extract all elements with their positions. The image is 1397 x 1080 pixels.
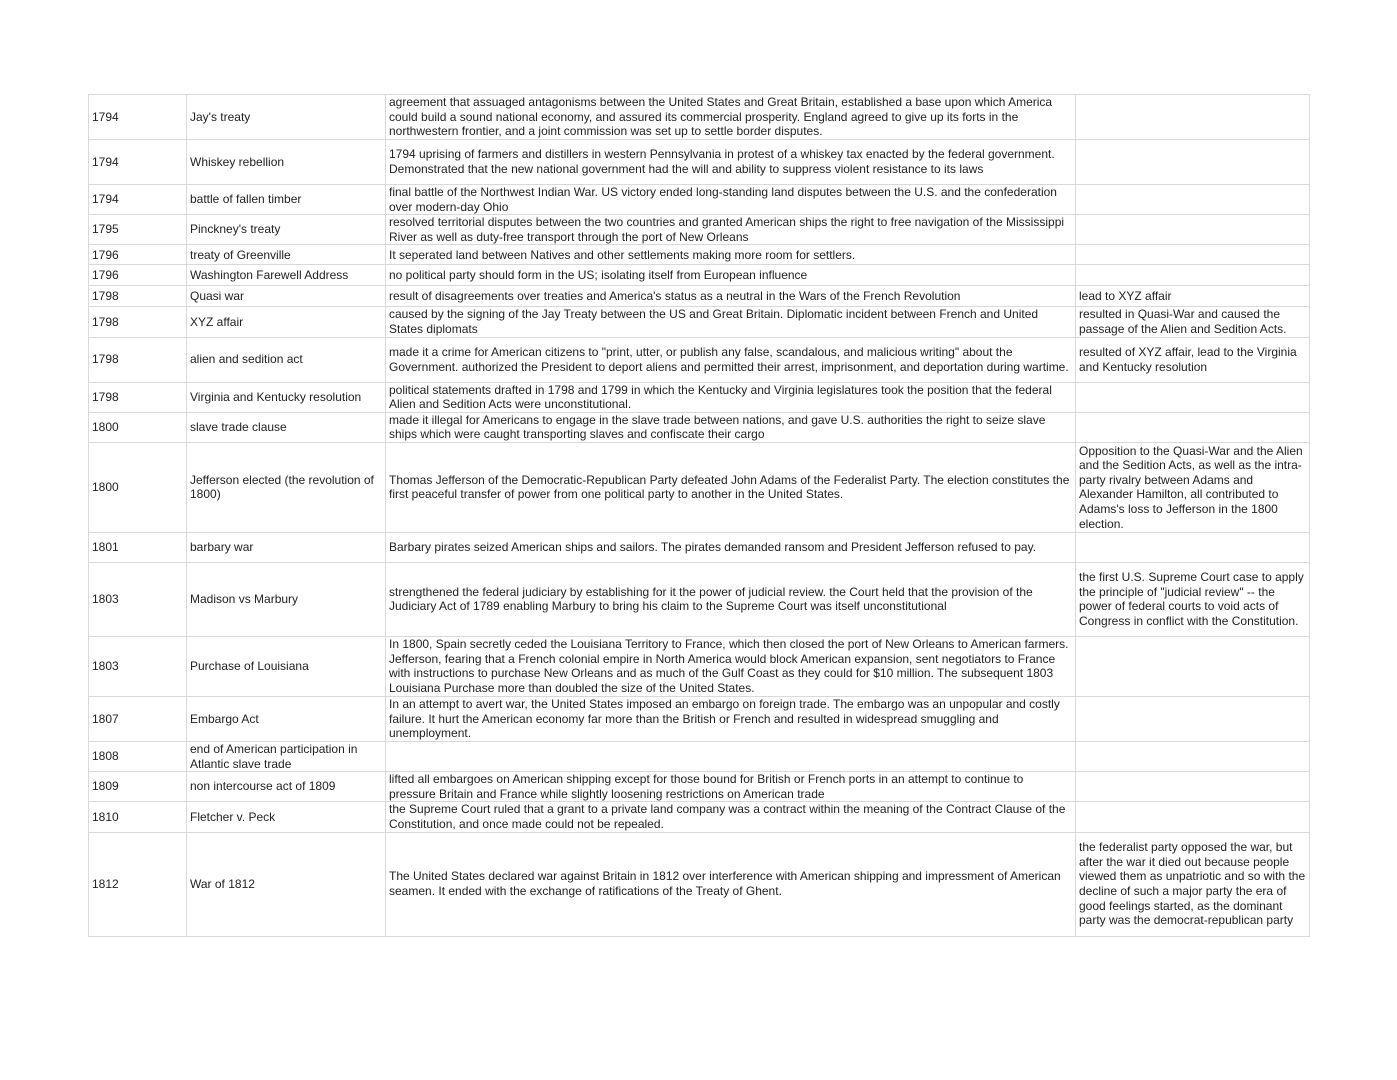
year-cell: 1800	[89, 412, 187, 442]
year-cell: 1812	[89, 832, 187, 936]
table-row	[89, 95, 1310, 140]
event-cell: Madison vs Marbury	[187, 562, 386, 636]
year-cell: 1795	[89, 215, 187, 245]
description-cell: In 1800, Spain secretly ceded the Louisiana Territory to France, which then closed the port of New Orleans to American farmers. Jefferson, fearing that a French colonial empire in North America would block American expansion, sent negotiators to France with instructions to purchase New Orleans and as much of the Gulf Coast as they could for $10 million. The subsequent 1803 Louisiana Purchase more than doubled the size of the United States.	[386, 636, 1076, 696]
description-cell: The United States declared war against Britain in 1812 over interference with American shipping and impressment of American seamen. It ended with the exchange of ratifications of the Treaty of Ghent.	[386, 832, 1076, 936]
table-row	[89, 337, 1310, 382]
table-row	[89, 382, 1310, 412]
table-row	[89, 532, 1310, 562]
table-row	[89, 442, 1310, 532]
year-cell: 1801	[89, 532, 187, 562]
event-cell: XYZ affair	[187, 307, 386, 337]
event-cell: treaty of Greenville	[187, 245, 386, 265]
description-cell: 1794 uprising of farmers and distillers in western Pennsylvania in protest of a whiskey tax enacted by the federal government. Demonstrated that the new national government had the will and ability to suppress violent resistance to its laws	[386, 140, 1076, 185]
description-cell: final battle of the Northwest Indian War. US victory ended long-standing land disputes between the U.S. and the confederation over modern-day Ohio	[386, 185, 1076, 215]
year-cell: 1800	[89, 442, 187, 532]
year-cell: 1803	[89, 562, 187, 636]
notes-cell	[1076, 802, 1310, 832]
table-row	[89, 245, 1310, 265]
event-cell: War of 1812	[187, 832, 386, 936]
event-cell: end of American participation in Atlantic slave trade	[187, 741, 386, 771]
event-cell: Embargo Act	[187, 696, 386, 741]
description-cell: caused by the signing of the Jay Treaty between the US and Great Britain. Diplomatic incident between French and United States diplomats	[386, 307, 1076, 337]
event-cell: non intercourse act of 1809	[187, 772, 386, 802]
event-cell: Washington Farewell Address	[187, 265, 386, 286]
year-cell: 1810	[89, 802, 187, 832]
notes-cell: lead to XYZ affair	[1076, 286, 1310, 307]
year-cell: 1798	[89, 307, 187, 337]
table-row	[89, 832, 1310, 936]
description-cell: result of disagreements over treaties and America's status as a neutral in the Wars of the French Revolution	[386, 286, 1076, 307]
table-row	[89, 215, 1310, 245]
description-cell: resolved territorial disputes between the two countries and granted American ships the right to free navigation of the Mississippi River as well as duty-free transport through the port of New Orleans	[386, 215, 1076, 245]
notes-cell	[1076, 382, 1310, 412]
notes-cell: the first U.S. Supreme Court case to apply the principle of "judicial review" -- the power of federal courts to void acts of Congress in conflict with the Constitution.	[1076, 562, 1310, 636]
notes-cell	[1076, 95, 1310, 140]
table-row	[89, 307, 1310, 337]
description-cell: lifted all embargoes on American shipping except for those bound for British or French ports in an attempt to continue to pressure Britain and France while slightly loosening restrictions on American trade	[386, 772, 1076, 802]
description-cell: Thomas Jefferson of the Democratic-Republican Party defeated John Adams of the Federalist Party. The election constitutes the first peaceful transfer of power from one political party to another in the United States.	[386, 442, 1076, 532]
year-cell: 1794	[89, 140, 187, 185]
description-cell: made it a crime for American citizens to "print, utter, or publish any false, scandalous, and malicious writing" about the Government. authorized the President to deport aliens and permitted their arrest, imprisonment, and deportation during wartime.	[386, 337, 1076, 382]
description-cell: In an attempt to avert war, the United States imposed an embargo on foreign trade. The embargo was an unpopular and costly failure. It hurt the American economy far more than the British or French and resulted in widespread smuggling and unemployment.	[386, 696, 1076, 741]
event-cell: alien and sedition act	[187, 337, 386, 382]
notes-cell	[1076, 412, 1310, 442]
table-row	[89, 802, 1310, 832]
table-row	[89, 636, 1310, 696]
event-cell: Whiskey rebellion	[187, 140, 386, 185]
description-cell: It seperated land between Natives and other settlements making more room for settlers.	[386, 245, 1076, 265]
description-cell	[386, 741, 1076, 771]
event-cell: Jay's treaty	[187, 95, 386, 140]
year-cell: 1796	[89, 265, 187, 286]
notes-cell: the federalist party opposed the war, but after the war it died out because people viewed them as unpatriotic and so with the decline of such a major party the era of good feelings started, as the dominant party was the democrat-republican party	[1076, 832, 1310, 936]
table-row	[89, 265, 1310, 286]
notes-cell	[1076, 245, 1310, 265]
notes-cell	[1076, 741, 1310, 771]
description-cell: no political party should form in the US; isolating itself from European influence	[386, 265, 1076, 286]
year-cell: 1798	[89, 286, 187, 307]
notes-cell	[1076, 265, 1310, 286]
event-cell: Jefferson elected (the revolution of 1800)	[187, 442, 386, 532]
description-cell: the Supreme Court ruled that a grant to a private land company was a contract within the meaning of the Contract Clause of the Constitution, and once made could not be repealed.	[386, 802, 1076, 832]
notes-cell: resulted in Quasi-War and caused the passage of the Alien and Sedition Acts.	[1076, 307, 1310, 337]
notes-cell: resulted of XYZ affair, lead to the Virginia and Kentucky resolution	[1076, 337, 1310, 382]
event-cell: Virginia and Kentucky resolution	[187, 382, 386, 412]
timeline-table	[88, 94, 1310, 937]
description-cell: made it illegal for Americans to engage in the slave trade between nations, and gave U.S. authorities the right to seize slave ships which were caught transporting slaves and confiscate their cargo	[386, 412, 1076, 442]
description-cell: strengthened the federal judiciary by establishing for it the power of judicial review. the Court held that the provision of the Judiciary Act of 1789 enabling Marbury to bring his claim to the Supreme Court was itself unconstitutional	[386, 562, 1076, 636]
notes-cell	[1076, 215, 1310, 245]
table-row	[89, 286, 1310, 307]
notes-cell	[1076, 532, 1310, 562]
event-cell: Pinckney's treaty	[187, 215, 386, 245]
notes-cell	[1076, 772, 1310, 802]
year-cell: 1794	[89, 95, 187, 140]
description-cell: Barbary pirates seized American ships and sailors. The pirates demanded ransom and President Jefferson refused to pay.	[386, 532, 1076, 562]
event-cell: battle of fallen timber	[187, 185, 386, 215]
event-cell: barbary war	[187, 532, 386, 562]
description-cell: political statements drafted in 1798 and 1799 in which the Kentucky and Virginia legislatures took the position that the federal Alien and Sedition Acts were unconstitutional.	[386, 382, 1076, 412]
table-row	[89, 562, 1310, 636]
table-row	[89, 140, 1310, 185]
notes-cell	[1076, 140, 1310, 185]
table-row	[89, 772, 1310, 802]
table-row	[89, 185, 1310, 215]
year-cell: 1796	[89, 245, 187, 265]
year-cell: 1794	[89, 185, 187, 215]
year-cell: 1809	[89, 772, 187, 802]
year-cell: 1798	[89, 382, 187, 412]
year-cell: 1803	[89, 636, 187, 696]
notes-cell	[1076, 636, 1310, 696]
table-row	[89, 412, 1310, 442]
notes-cell	[1076, 696, 1310, 741]
year-cell: 1798	[89, 337, 187, 382]
year-cell: 1808	[89, 741, 187, 771]
notes-cell: Opposition to the Quasi-War and the Alien and the Sedition Acts, as well as the intra-party rivalry between Adams and Alexander Hamilton, all contributed to Adams's loss to Jefferson in the 1800 election.	[1076, 442, 1310, 532]
notes-cell	[1076, 185, 1310, 215]
description-cell: agreement that assuaged antagonisms between the United States and Great Britain, established a base upon which America could build a sound national economy, and assured its commercial prosperity. England agreed to give up its forts in the northwestern frontier, and a joint commission was set up to settle border disputes.	[386, 95, 1076, 140]
event-cell: Purchase of Louisiana	[187, 636, 386, 696]
event-cell: slave trade clause	[187, 412, 386, 442]
table-row	[89, 696, 1310, 741]
event-cell: Quasi war	[187, 286, 386, 307]
table-row	[89, 741, 1310, 771]
year-cell: 1807	[89, 696, 187, 741]
event-cell: Fletcher v. Peck	[187, 802, 386, 832]
